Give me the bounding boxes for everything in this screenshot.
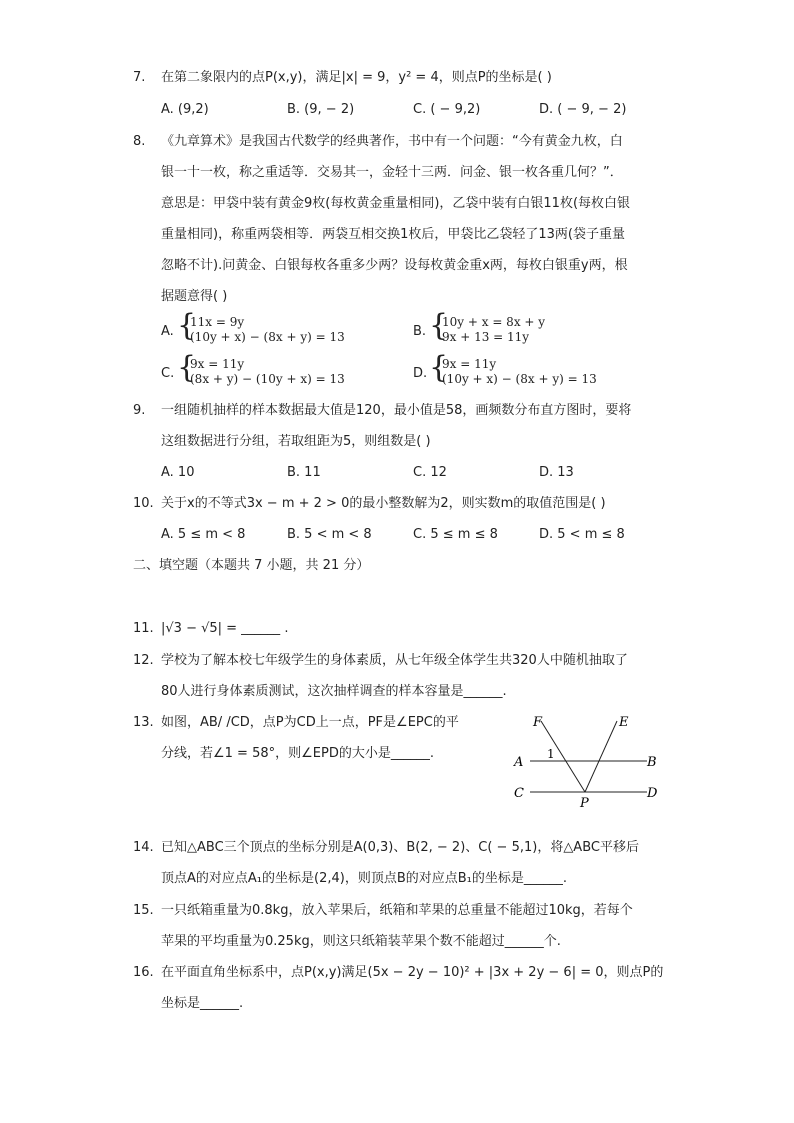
- label-e: E: [619, 715, 629, 730]
- q9-option-d: D. 13: [539, 465, 574, 480]
- q8-option-c-eq2: (8x + y) − (10y + x) = 13: [190, 372, 345, 386]
- q7-option-a: A. (9,2): [161, 102, 209, 117]
- q14-line-2: 顶点A的对应点A₁的坐标是(2,4)，则顶点B的对应点B₁的坐标是______.: [161, 871, 567, 886]
- q7-stem: 在第二象限内的点P(x,y)，满足|x| = 9，y² = 4，则点P的坐标是( ): [161, 70, 552, 85]
- q10-option-c: C. 5 ≤ m ≤ 8: [413, 527, 498, 542]
- q9-option-c: C. 12: [413, 465, 447, 480]
- q8-line-1: 《九章算术》是我国古代数学的经典著作，书中有一个问题：“今有黄金九枚，白: [161, 134, 623, 149]
- q15-number: 15.: [133, 903, 154, 918]
- q16-line-2: 坐标是______.: [161, 996, 244, 1011]
- label-b: B: [647, 755, 657, 770]
- label-a: A: [514, 755, 524, 770]
- q13-line-1: 如图，AB/ /CD，点P为CD上一点，PF是∠EPC的平: [161, 715, 459, 730]
- q8-line-3: 意思是：甲袋中装有黄金9枚(每枚黄金重量相同)，乙袋中装有白银11枚(每枚白银: [161, 196, 631, 211]
- q15-line-1: 一只纸箱重量为0.8kg，放入苹果后，纸箱和苹果的总重量不能超过10kg，若每个: [161, 903, 633, 918]
- q8-line-4: 重量相同)，称重两袋相等．两袋互相交换1枚后，甲袋比乙袋轻了13两(袋子重量: [161, 227, 625, 242]
- q8-option-b-brace: {: [429, 308, 449, 343]
- q12-line-2: 80人进行身体素质测试，这次抽样调查的样本容量是______.: [161, 684, 507, 699]
- q8-option-d-eq2: (10y + x) − (8x + y) = 13: [442, 372, 597, 386]
- q9-line-2: 这组数据进行分组，若取组距为5，则组数是( ): [161, 434, 431, 449]
- q8-line-2: 银一十一枚，称之重适等．交易其一，金轻十三两．问金、银一枚各重几何？”．: [161, 165, 623, 180]
- q10-option-a: A. 5 ≤ m < 8: [161, 527, 246, 542]
- q8-option-a-label: A.: [161, 324, 174, 339]
- q9-option-b: B. 11: [287, 465, 321, 480]
- q8-option-c-brace: {: [177, 350, 197, 385]
- q11-number: 11.: [133, 621, 154, 636]
- q8-number: 8.: [133, 134, 146, 149]
- q7-number: 7.: [133, 70, 146, 85]
- q13-number: 13.: [133, 715, 154, 730]
- q7-option-c: C. ( − 9,2): [413, 102, 481, 117]
- q8-line-5: 忽略不计).问黄金、白银每枚各重多少两？设每枚黄金重x两，每枚白银重y两，根: [161, 258, 628, 273]
- q14-line-1: 已知△ABC三个顶点的坐标分别是A(0,3)、B(2, − 2)、C( − 5,1)，将△ABC平移后: [161, 840, 639, 855]
- q10-option-b: B. 5 < m < 8: [287, 527, 372, 542]
- q10-number: 10.: [133, 496, 154, 511]
- label-d: D: [647, 786, 658, 801]
- label-c: C: [514, 786, 524, 801]
- q12-number: 12.: [133, 653, 154, 668]
- q16-number: 16.: [133, 965, 154, 980]
- q8-option-b-eq2: 9x + 13 = 11y: [442, 330, 530, 344]
- q8-line-6: 据题意得( ): [161, 289, 228, 304]
- line-pe: [585, 721, 617, 792]
- section-heading: 二、填空题（本题共 7 小题，共 21 分）: [133, 558, 370, 573]
- q7-option-d: D. ( − 9, − 2): [539, 102, 627, 117]
- q13-line-2: 分线，若∠1 = 58°，则∠EPD的大小是______.: [161, 746, 434, 761]
- q10-option-d: D. 5 < m ≤ 8: [539, 527, 625, 542]
- q7-option-b: B. (9, − 2): [287, 102, 355, 117]
- q9-number: 9.: [133, 403, 146, 418]
- q9-option-a: A. 10: [161, 465, 195, 480]
- q8-option-d-eq1: 9x = 11y: [442, 357, 497, 371]
- q9-line-1: 一组随机抽样的样本数据最大值是120，最小值是58，画频数分布直方图时，要将: [161, 403, 632, 418]
- label-angle-1: 1: [547, 747, 555, 761]
- q8-option-c-label: C.: [161, 366, 175, 381]
- q8-option-a-brace: {: [177, 308, 197, 343]
- q10-stem: 关于x的不等式3x − m + 2 > 0的最小整数解为2，则实数m的取值范围是( ): [161, 496, 606, 511]
- q15-line-2: 苹果的平均重量为0.25kg，则这只纸箱装苹果个数不能超过______个.: [161, 934, 561, 949]
- q8-option-c-eq1: 9x = 11y: [190, 357, 245, 371]
- q8-option-a-eq2: (10y + x) − (8x + y) = 13: [190, 330, 345, 344]
- q8-option-d-brace: {: [429, 350, 449, 385]
- q13-figure: [505, 708, 675, 810]
- q8-option-b-eq1: 10y + x = 8x + y: [442, 315, 546, 329]
- q8-option-d-label: D.: [413, 366, 428, 381]
- q11-text: |√3 − √5| = ______ .: [161, 621, 289, 636]
- label-f: F: [533, 715, 543, 730]
- q8-option-a-eq1: 11x = 9y: [190, 315, 245, 329]
- q12-line-1: 学校为了解本校七年级学生的身体素质，从七年级全体学生共320人中随机抽取了: [161, 653, 628, 668]
- q16-line-1: 在平面直角坐标系中，点P(x,y)满足(5x − 2y − 10)² + |3x + 2y − 6| = 0，则点P的: [161, 965, 664, 980]
- q8-option-b-label: B.: [413, 324, 427, 339]
- label-p: P: [580, 796, 589, 810]
- q14-number: 14.: [133, 840, 154, 855]
